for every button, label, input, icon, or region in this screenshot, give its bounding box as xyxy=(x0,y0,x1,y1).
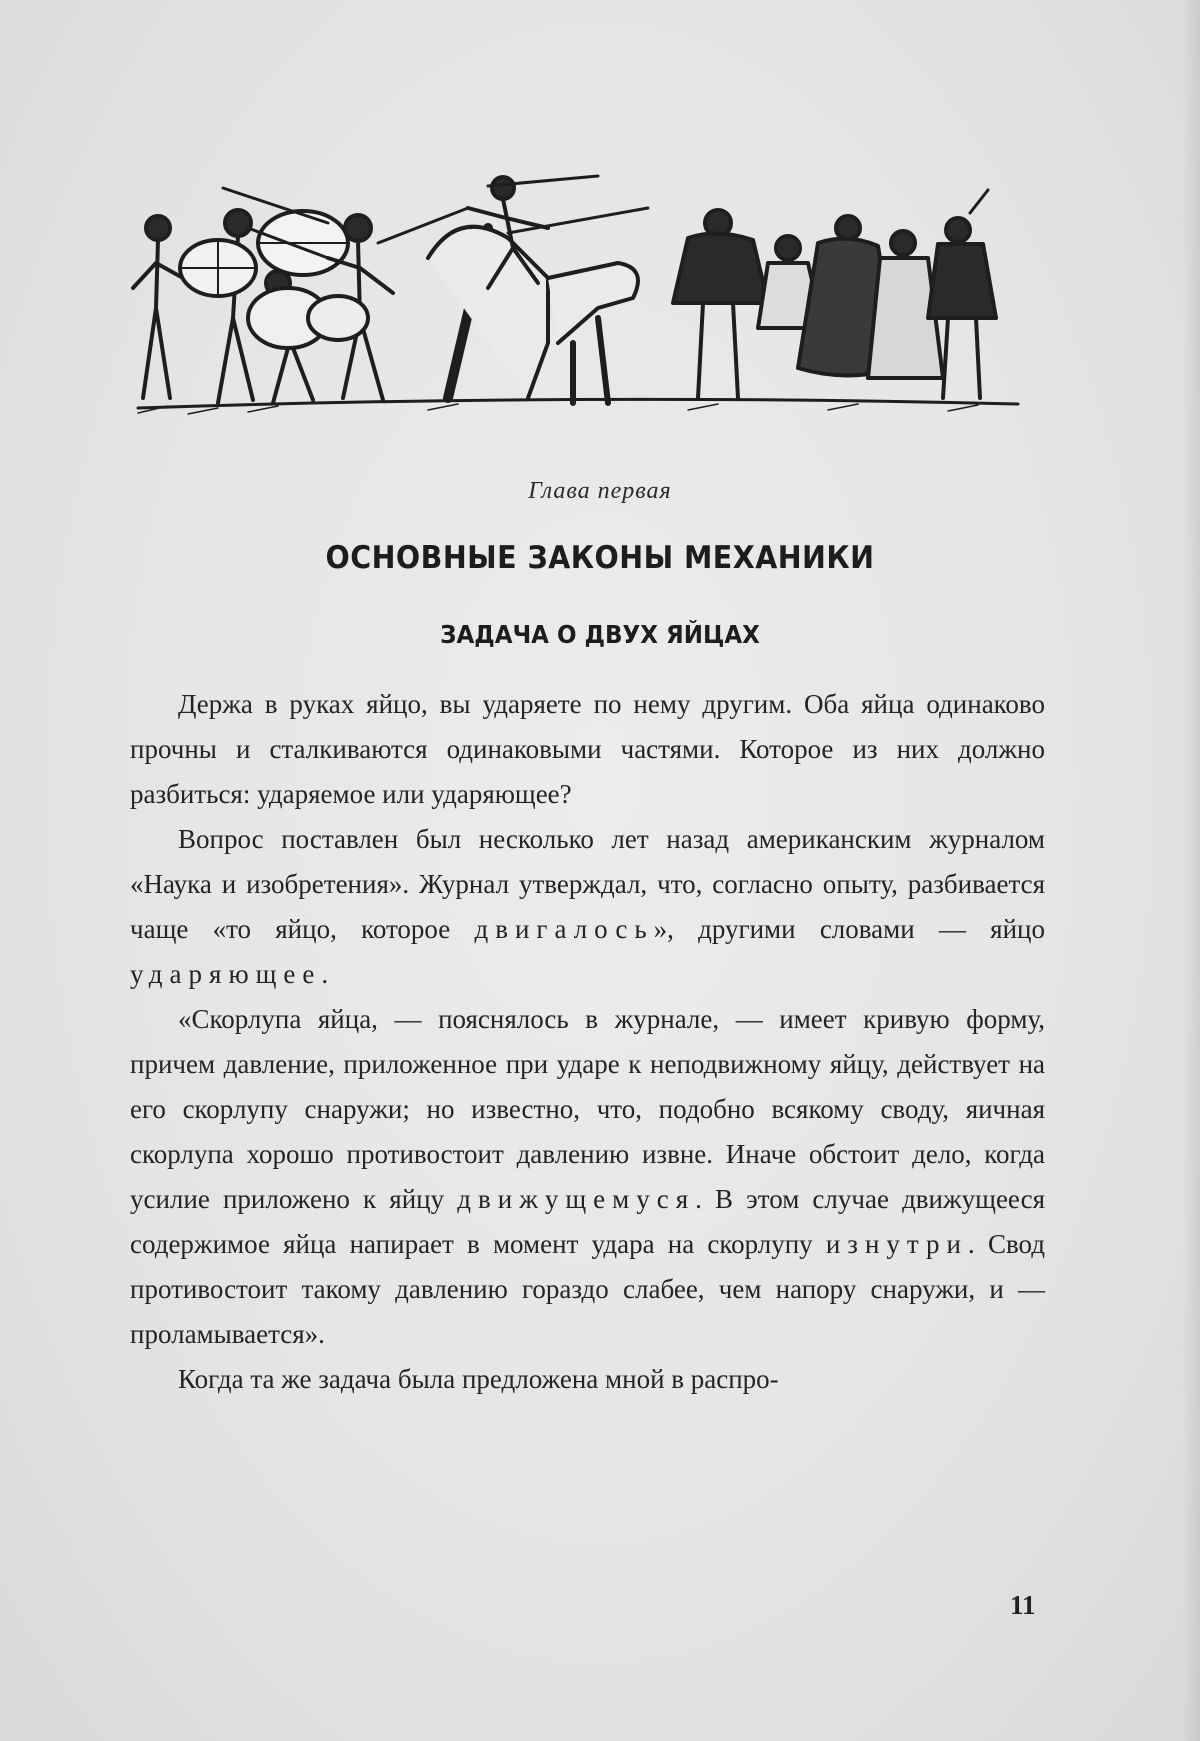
section-title: ЗАДАЧА О ДВУХ ЯЙЦАХ xyxy=(440,620,760,649)
page-edge-shadow xyxy=(1182,0,1200,1741)
page-number: 11 xyxy=(1010,1590,1036,1620)
paragraph-3-emphasis-inside: изнутри xyxy=(825,1229,969,1259)
paragraph-2-text-e: . xyxy=(321,959,329,989)
paragraph-3-emphasis-moving: движущемуся xyxy=(457,1184,696,1214)
paragraph-2-text-a: Вопрос поставлен был несколько лет назад американским журналом «Наука и изобретения». Журнал утверждал, что, согласно опыту, разбивается чаще «то яйцо, которое xyxy=(130,824,1045,944)
chapter-label: Глава первая xyxy=(528,478,672,504)
paragraph-2 xyxy=(130,817,1045,997)
paragraph-3-text-a: «Скорлупа яйца, — пояснялось в журнале, — имеет кривую форму, причем давление, приложенное при ударе к неподвижному яйцу, действует на его скорлупу снаружи; но известно, что, подобно всякому своду, яичная скорлупа хорошо противостоит давлению извне. Иначе обстоит дело, когда усилие приложено к яйцу xyxy=(130,1004,1045,1214)
paragraph-3-text-c: . В этом случае движущееся содержимое яйца напирает в момент удара на скорлупу xyxy=(130,1184,1045,1259)
paragraph-2-emphasis-striking: ударяющее xyxy=(130,959,322,989)
chapter-title: ОСНОВНЫЕ ЗАКОНЫ МЕХАНИКИ xyxy=(325,540,875,576)
jousting-illustration xyxy=(128,168,1028,428)
paragraph-2-text-c: », другими словами — яйцо xyxy=(653,914,1045,944)
body-text xyxy=(130,682,1045,1402)
paragraph-1: Держа в руках яйцо, вы ударяете по нему другим. Оба яйца одинаково прочны и сталкиваются одинаковыми частями. Которое из них должно разбиться: ударяемое или ударяющее? xyxy=(130,689,1045,809)
paragraph-3 xyxy=(130,997,1045,1357)
paragraph-4: Когда та же задача была предложена мной в распро- xyxy=(178,1364,779,1394)
paragraph-3-text-e: . Свод противостоит такому давлению гораздо слабее, чем напору снаружи, и — проламывается». xyxy=(130,1229,1045,1349)
paragraph-2-emphasis-moved: двигалось xyxy=(474,914,654,944)
